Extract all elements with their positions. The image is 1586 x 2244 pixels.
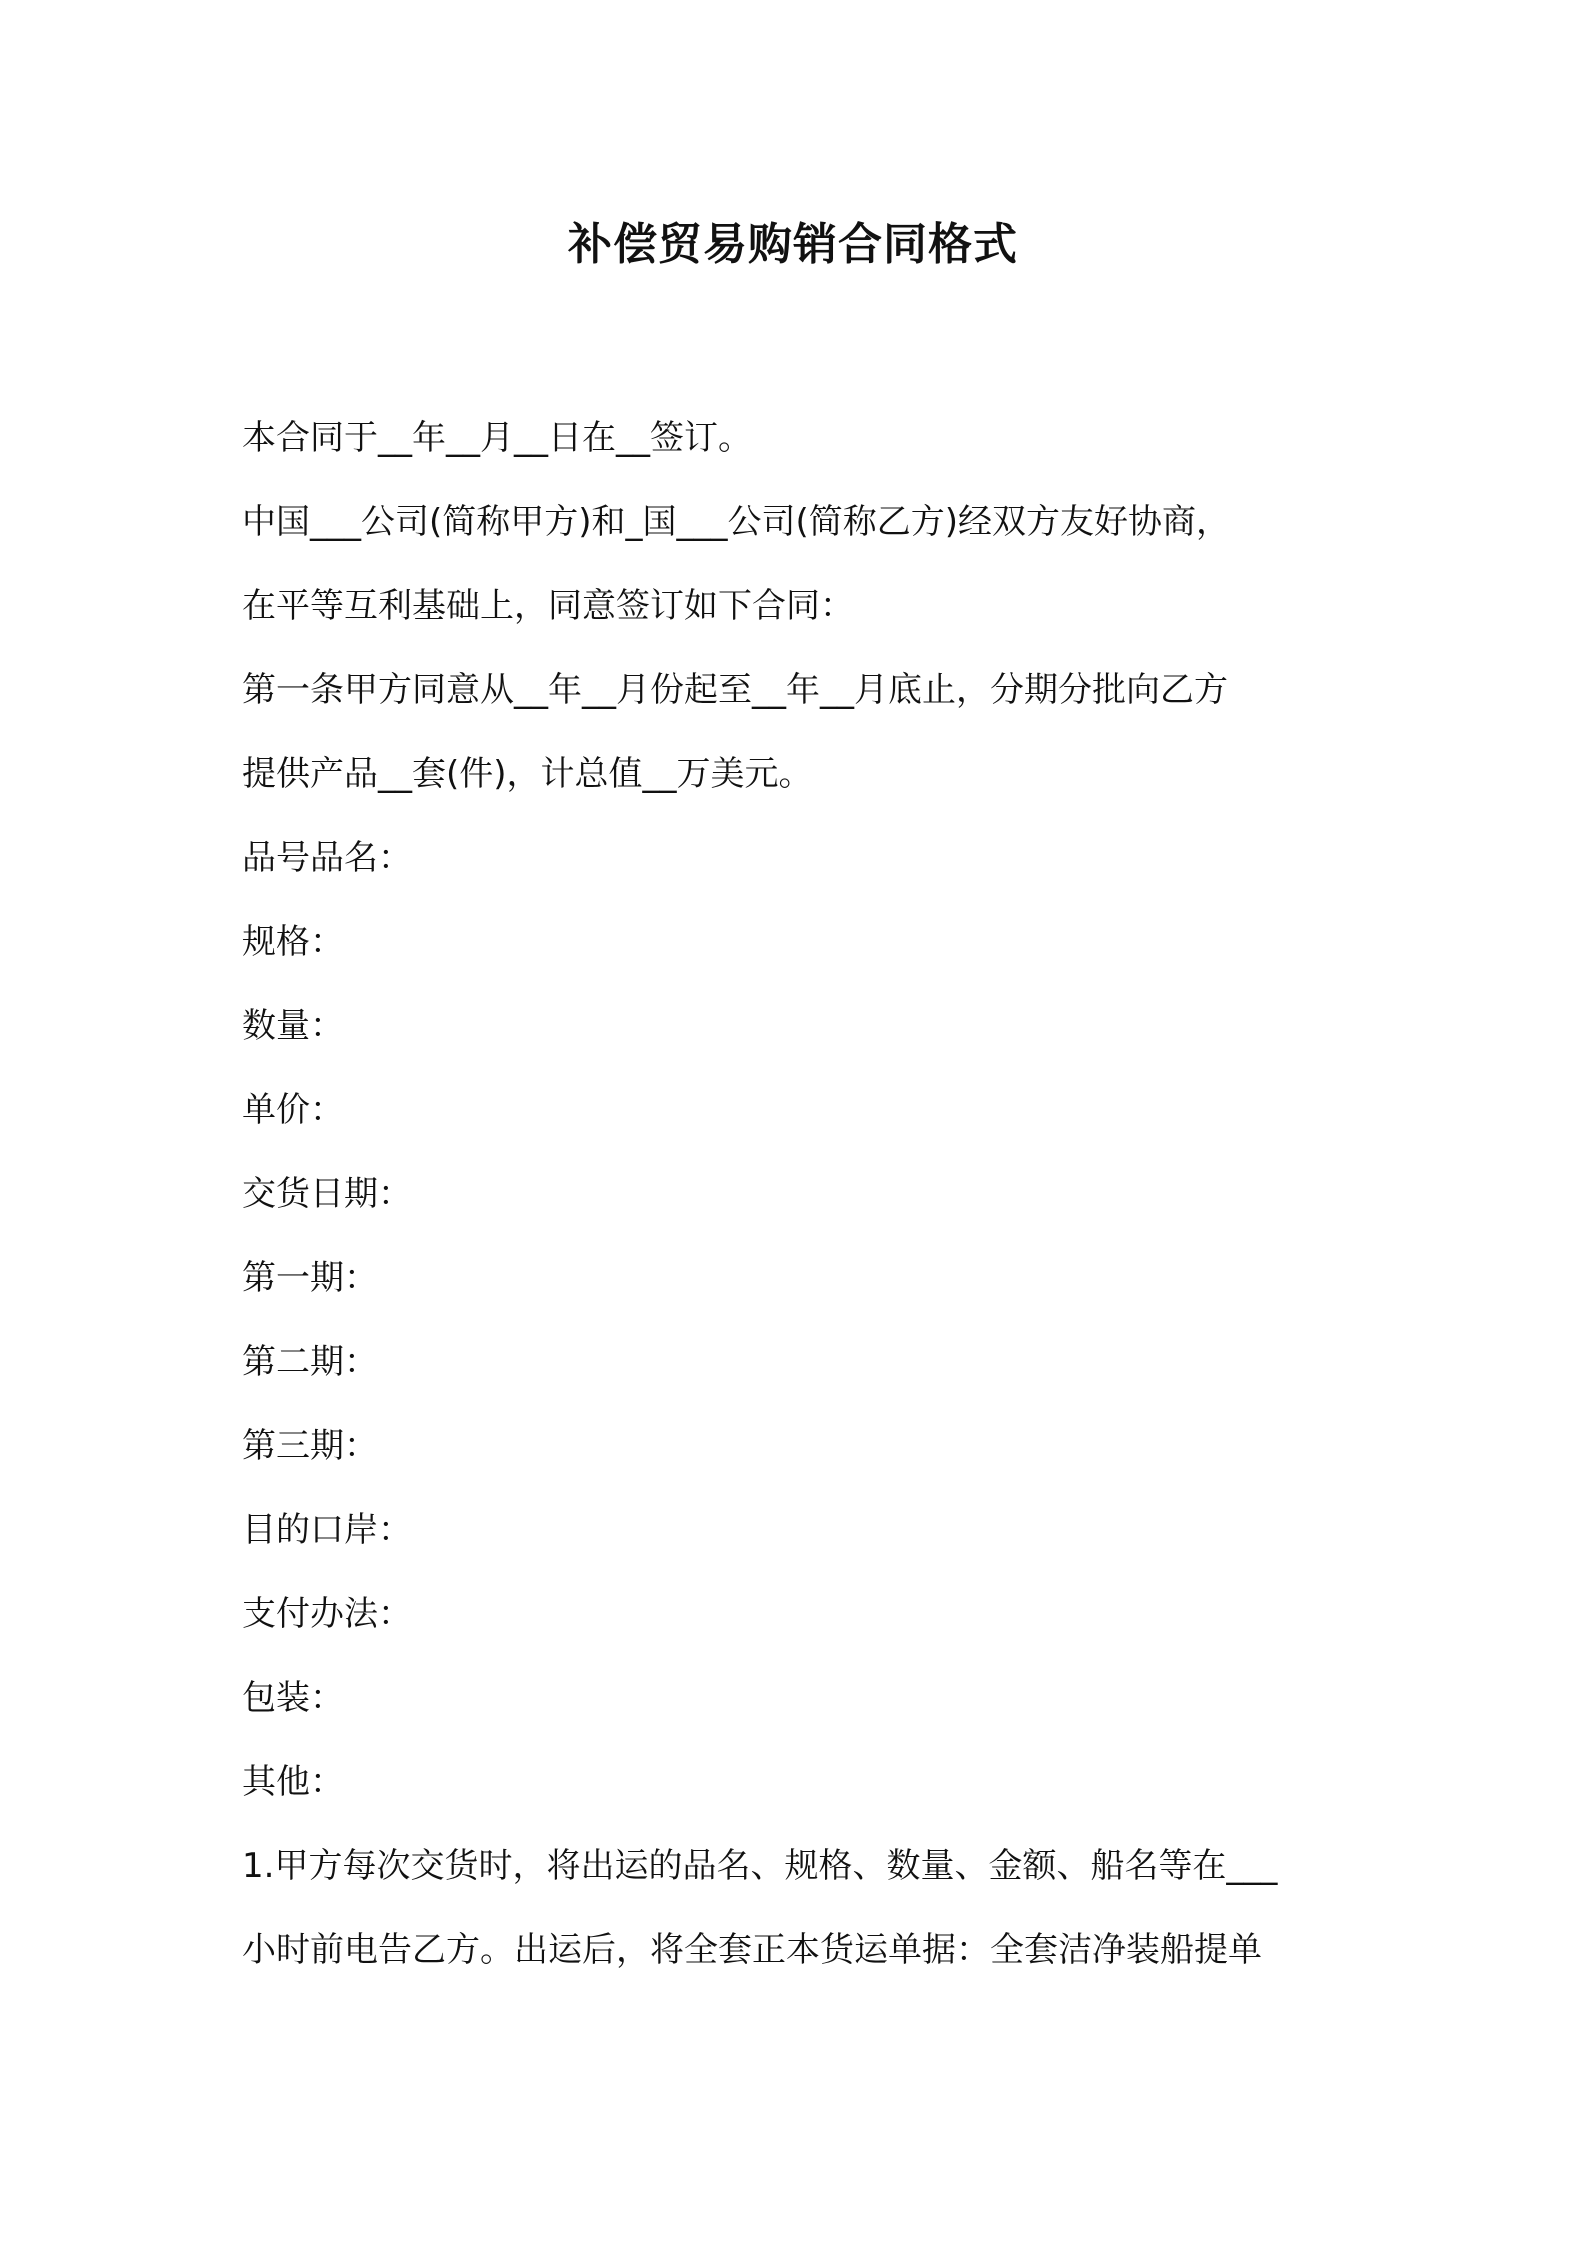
paragraph-line: 小时前电告乙方。出运后，将全套正本货运单据：全套洁净装船提单	[242, 1930, 1262, 1970]
field-label-destination-port: 目的口岸：	[242, 1510, 412, 1550]
field-label-quantity: 数量：	[242, 1006, 344, 1046]
field-label-phase-1: 第一期：	[242, 1258, 378, 1298]
paragraph-line: 在平等互利基础上，同意签订如下合同：	[242, 586, 854, 626]
paragraph-line: 第一条甲方同意从__年__月份起至__年__月底止，分期分批向乙方	[242, 670, 1228, 710]
field-label-payment-method: 支付办法：	[242, 1594, 412, 1634]
paragraph-line: 本合同于__年__月__日在__签订。	[242, 418, 752, 458]
field-label-packaging: 包装：	[242, 1678, 344, 1718]
field-label-phase-2: 第二期：	[242, 1342, 378, 1382]
paragraph-line: 中国___公司(简称甲方)和_国___公司(简称乙方)经双方友好协商，	[242, 502, 1231, 542]
paragraph-line: 1.甲方每次交货时，将出运的品名、规格、数量、金额、船名等在___	[242, 1846, 1278, 1886]
document-body	[242, 408, 1362, 2004]
field-label-product-name: 品号品名：	[242, 838, 412, 878]
field-label-delivery-date: 交货日期：	[242, 1174, 412, 1214]
paragraph-line: 提供产品__套(件)，计总值__万美元。	[242, 754, 813, 794]
field-label-phase-3: 第三期：	[242, 1426, 378, 1466]
field-label-unit-price: 单价：	[242, 1090, 344, 1130]
field-label-other: 其他：	[242, 1762, 344, 1802]
field-label-specification: 规格：	[242, 922, 344, 962]
document-title: 补偿贸易购销合同格式	[568, 219, 1018, 270]
